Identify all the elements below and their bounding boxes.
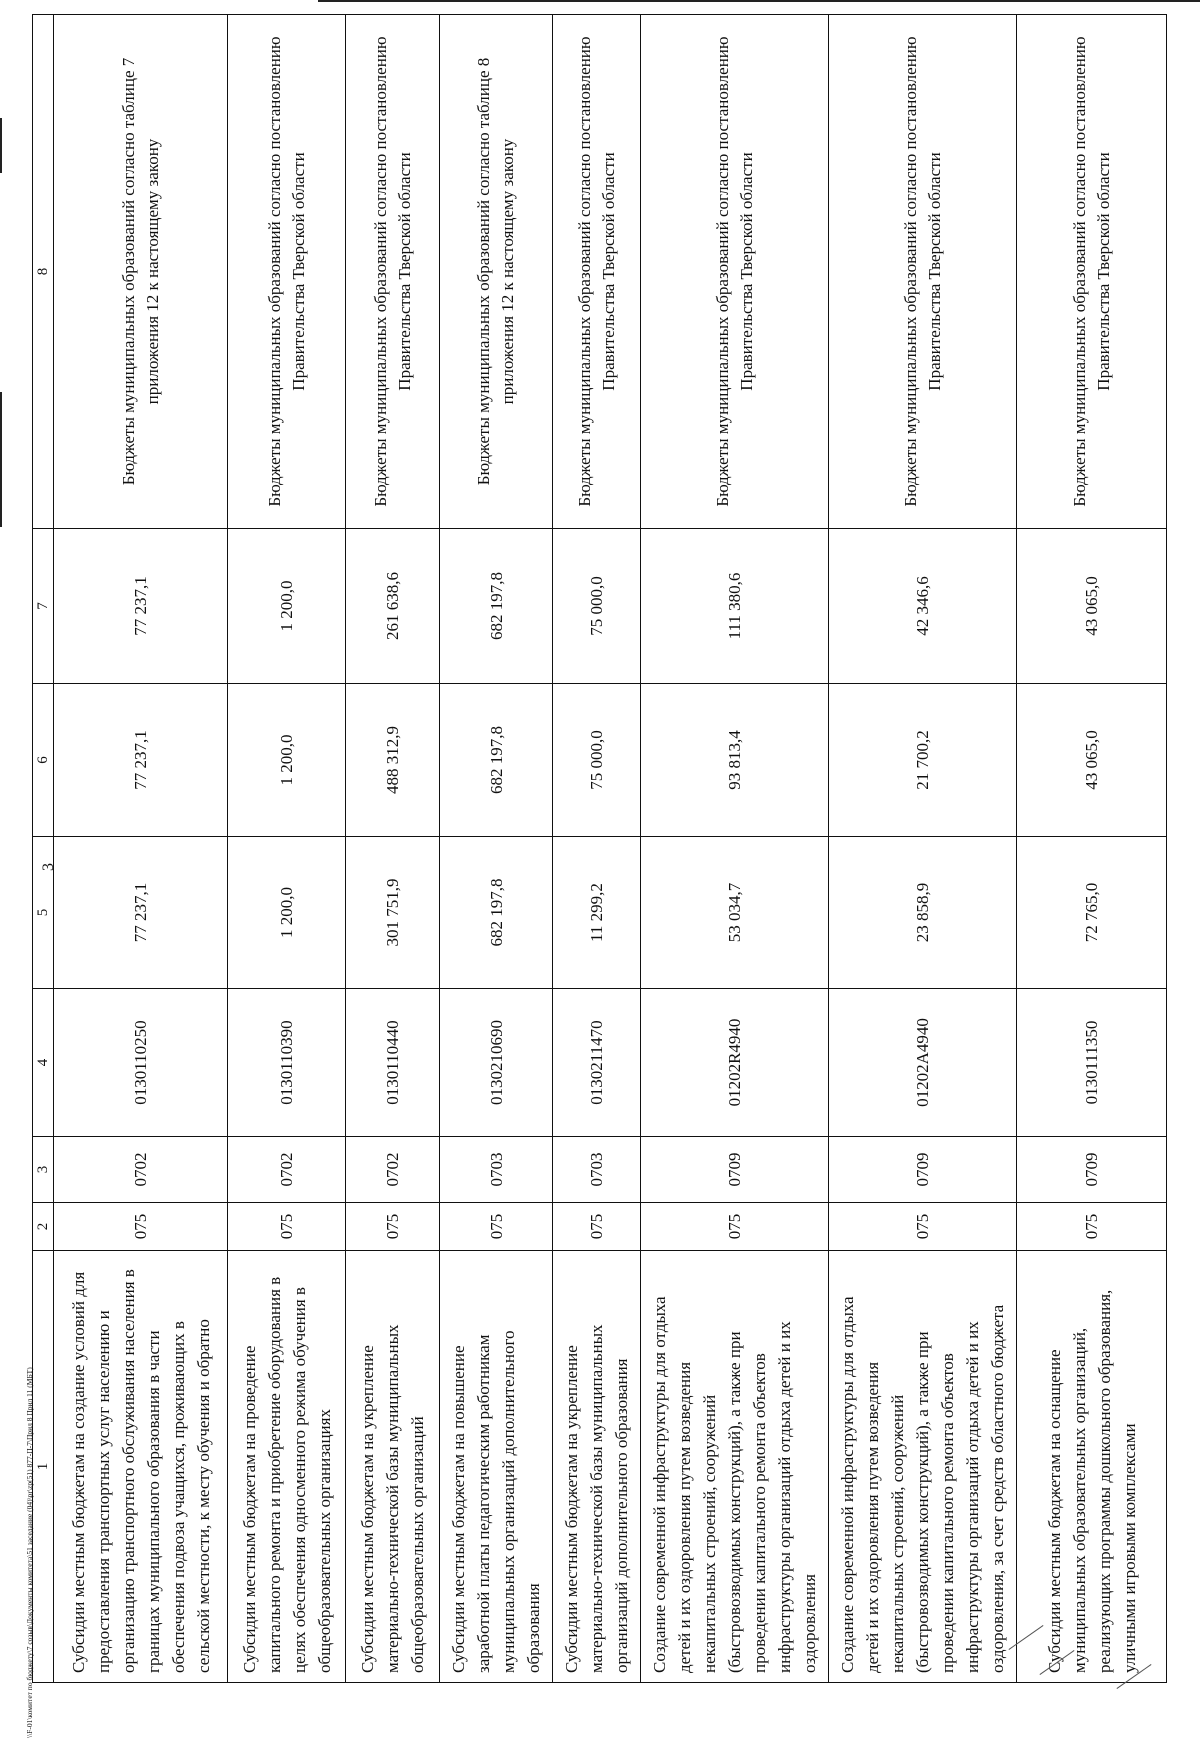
- subsidy-description: Создание современной инфраструктуры для отдыха детей и их оздоровления путем возведения некапитальных строений, сооружений (быстровозводимых конструкций), а также при проведении капитального ремонта объектов инфраструктуры организаций отдыха детей и их оздоровления, за счет средств областного бюджета: [829, 1251, 1017, 1683]
- subsidy-description: Субсидии местным бюджетам на проведение капитального ремонта и приобретение оборудования в целях обеспечения односменного режима обучения в общеобразовательных организациях: [228, 1251, 346, 1683]
- page-number: 3: [40, 863, 57, 871]
- amount-column-5: 77 237,1: [54, 837, 228, 989]
- recipient-budgets: Бюджеты муниципальных образований согласно постановлению Правительства Тверской области: [1017, 15, 1167, 529]
- amount-column-7: 261 638,6: [346, 529, 440, 684]
- amount-column-7: 42 346,6: [829, 529, 1017, 684]
- rotated-budget-table: [32, 15, 1139, 1683]
- subsidy-description: Субсидии местным бюджетам на укрепление материально-технической базы муниципальных организаций дополнительного образования: [553, 1251, 641, 1683]
- amount-column-6: 21 700,2: [829, 684, 1017, 837]
- amount-column-5: 23 858,9: [829, 837, 1017, 989]
- target-code: 0130111350: [1017, 989, 1167, 1137]
- section-code: 0702: [54, 1137, 228, 1203]
- header-cell: 8: [33, 15, 54, 529]
- target-code: 0130110390: [228, 989, 346, 1137]
- target-code: 0130210690: [440, 989, 553, 1137]
- table-row: [228, 15, 346, 1683]
- ministry-code: 075: [553, 1203, 641, 1251]
- header-cell: 5: [33, 837, 54, 989]
- scan-edge-top: [318, 0, 1200, 2]
- header-cell: 6: [33, 684, 54, 837]
- recipient-budgets: Бюджеты муниципальных образований согласно постановлению Правительства Тверской области: [829, 15, 1017, 529]
- section-code: 0703: [440, 1137, 553, 1203]
- recipient-budgets: Бюджеты муниципальных образований согласно постановлению Правительства Тверской области: [553, 15, 641, 529]
- amount-column-6: 488 312,9: [346, 684, 440, 837]
- amount-column-6: 1 200,0: [228, 684, 346, 837]
- scan-edge-left: [0, 392, 2, 527]
- header-cell: 4: [33, 989, 54, 1137]
- amount-column-5: 11 299,2: [553, 837, 641, 989]
- amount-column-7: 111 380,6: [641, 529, 829, 684]
- table-row: [553, 15, 641, 1683]
- recipient-budgets: Бюджеты муниципальных образований согласно таблице 7 приложения 12 к настоящему закону: [54, 15, 228, 529]
- header-cell: 2: [33, 1203, 54, 1251]
- table-row: [54, 15, 228, 1683]
- amount-column-5: 53 034,7: [641, 837, 829, 989]
- budget-table: [32, 14, 1167, 1683]
- table-row: [641, 15, 829, 1683]
- recipient-budgets: Бюджеты муниципальных образований согласно постановлению Правительства Тверской области: [346, 15, 440, 529]
- subsidy-description: Создание современной инфраструктуры для отдыха детей и их оздоровления путем возведения некапитальных строений, сооружений (быстровозводимых конструкций), а также при проведении капитального ремонта объектов инфраструктуры организаций отдыха детей и их оздоровления: [641, 1251, 829, 1683]
- header-cell: 7: [33, 529, 54, 684]
- amount-column-5: 301 751,9: [346, 837, 440, 989]
- target-code: 0130110440: [346, 989, 440, 1137]
- amount-column-6: 43 065,0: [1017, 684, 1167, 837]
- subsidy-description: Субсидии местным бюджетам на укрепление материально-технической базы муниципальных общеобразовательных организаций: [346, 1251, 440, 1683]
- ministry-code: 075: [228, 1203, 346, 1251]
- ministry-code: 075: [440, 1203, 553, 1251]
- amount-column-6: 682 197,8: [440, 684, 553, 837]
- section-code: 0703: [553, 1137, 641, 1203]
- amount-column-7: 1 200,0: [228, 529, 346, 684]
- table-header-row: [33, 15, 54, 1683]
- amount-column-7: 43 065,0: [1017, 529, 1167, 684]
- amount-column-5: 1 200,0: [228, 837, 346, 989]
- recipient-budgets: Бюджеты муниципальных образований согласно таблице 8 приложения 12 к настоящему закону: [440, 15, 553, 529]
- ministry-code: 075: [829, 1203, 1017, 1251]
- header-cell: 1: [33, 1251, 54, 1683]
- ministry-code: 075: [641, 1203, 829, 1251]
- table-row: [346, 15, 440, 1683]
- ministry-code: 075: [54, 1203, 228, 1251]
- target-code: 01202A4940: [829, 989, 1017, 1137]
- subsidy-description: Субсидии местным бюджетам на создание условий для предоставления транспортных услуг населению и организацию транспортного обслуживания населения в границах муниципального образования в части обеспечения подвоза учащихся, проживающих в сельской местности, к месту обучения и обратно: [54, 1251, 228, 1683]
- amount-column-7: 682 197,8: [440, 529, 553, 684]
- recipient-budgets: Бюджеты муниципальных образований согласно постановлению Правительства Тверской области: [641, 15, 829, 529]
- amount-column-5: 72 765,0: [1017, 837, 1167, 989]
- amount-column-5: 682 197,8: [440, 837, 553, 989]
- section-code: 0702: [346, 1137, 440, 1203]
- header-cell: 3: [33, 1137, 54, 1203]
- target-code: 0130211470: [553, 989, 641, 1137]
- amount-column-6: 77 237,1: [54, 684, 228, 837]
- amount-column-7: 75 000,0: [553, 529, 641, 684]
- table-row: [440, 15, 553, 1683]
- ministry-code: 075: [1017, 1203, 1167, 1251]
- section-code: 0702: [228, 1137, 346, 1203]
- scan-edge-left: [0, 118, 2, 173]
- ministry-code: 075: [346, 1203, 440, 1251]
- footer-file-path: \\F-01\комитет по бюджету\7 созыв\Документы комитета\51 заседание (04)\pr\zp(51) 877-П-7\Прил 8 Прил 11 (МБТ): [25, 1367, 34, 1738]
- amount-column-6: 75 000,0: [553, 684, 641, 837]
- amount-column-7: 77 237,1: [54, 529, 228, 684]
- target-code: 01202R4940: [641, 989, 829, 1137]
- subsidy-description: Субсидии местным бюджетам на оснащение муниципальных образовательных организаций, реализующих программы дошкольного образования, уличными игровыми комплексами: [1017, 1251, 1167, 1683]
- target-code: 0130110250: [54, 989, 228, 1137]
- section-code: 0709: [1017, 1137, 1167, 1203]
- table-row: [1017, 15, 1167, 1683]
- table-row: [829, 15, 1017, 1683]
- section-code: 0709: [829, 1137, 1017, 1203]
- recipient-budgets: Бюджеты муниципальных образований согласно постановлению Правительства Тверской области: [228, 15, 346, 529]
- section-code: 0709: [641, 1137, 829, 1203]
- amount-column-6: 93 813,4: [641, 684, 829, 837]
- subsidy-description: Субсидии местным бюджетам на повышение заработной платы педагогическим работникам муниципальных организаций дополнительного образования: [440, 1251, 553, 1683]
